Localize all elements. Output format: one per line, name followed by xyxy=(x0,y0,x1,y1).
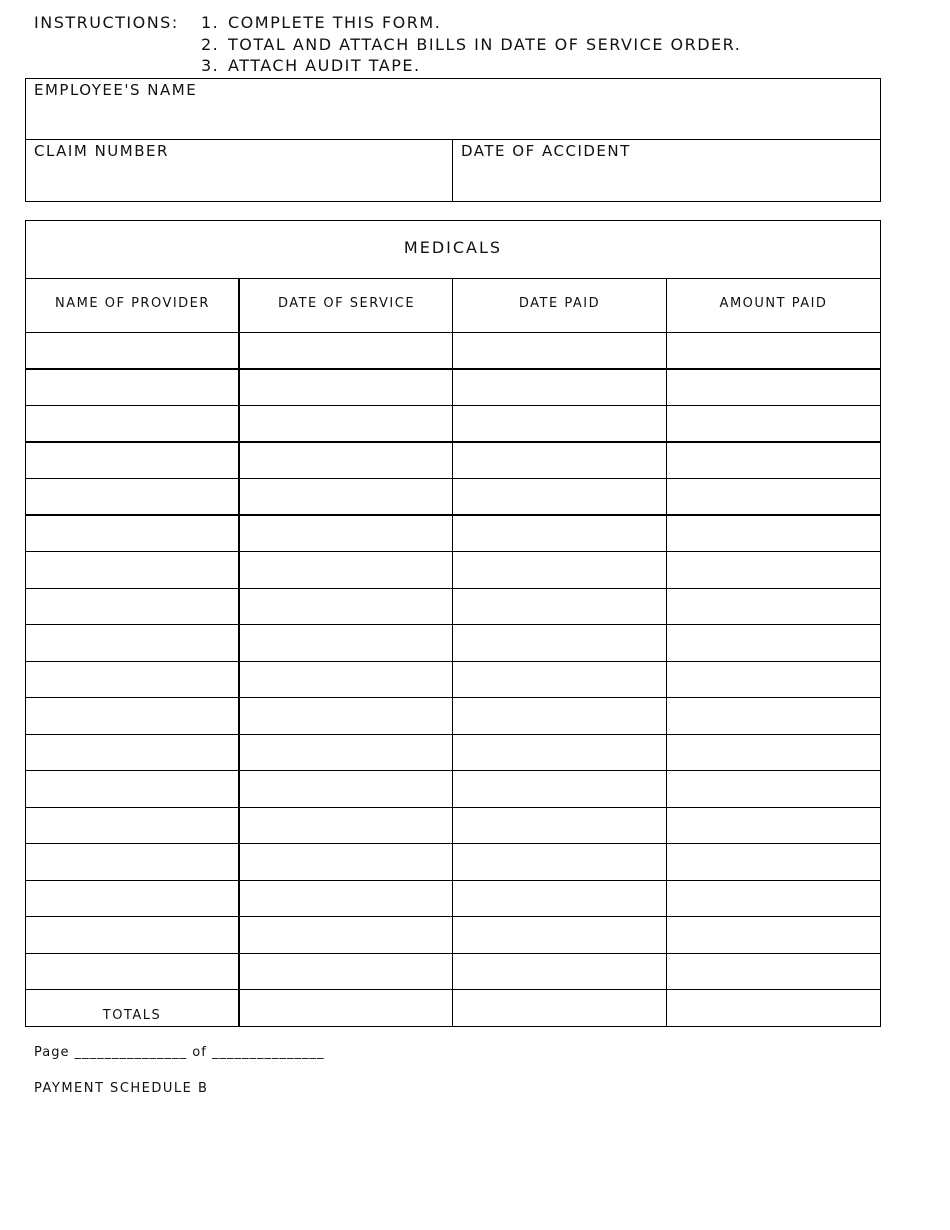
employee-name-label: EMPLOYEE'S NAME xyxy=(34,81,198,99)
instructions-label: INSTRUCTIONS: xyxy=(34,13,179,32)
page-number-field[interactable]: _______________ xyxy=(74,1045,188,1060)
instruction-text: COMPLETE THIS FORM. xyxy=(228,13,442,32)
column-header-date-of-service: DATE OF SERVICE xyxy=(277,296,416,311)
table-row[interactable] xyxy=(26,917,878,953)
page-total-field[interactable]: _______________ xyxy=(211,1045,325,1060)
table-row[interactable] xyxy=(26,954,878,990)
instruction-item-1 xyxy=(201,13,441,32)
table-row[interactable] xyxy=(26,552,878,588)
table-row[interactable] xyxy=(26,625,878,661)
instruction-number: 1. xyxy=(201,13,220,32)
instruction-text: ATTACH AUDIT TAPE. xyxy=(228,56,421,75)
table-row[interactable] xyxy=(26,698,878,734)
column-header-provider: NAME OF PROVIDER xyxy=(55,296,210,311)
column-header-amount-paid: AMOUNT PAID xyxy=(719,296,828,311)
medicals-title: MEDICALS xyxy=(403,238,503,257)
form-name: PAYMENT SCHEDULE B xyxy=(34,1081,209,1096)
totals-label: TOTALS xyxy=(102,1008,162,1023)
table-row[interactable] xyxy=(26,515,878,551)
table-line xyxy=(25,278,881,279)
column-header-date-paid: DATE PAID xyxy=(518,296,601,311)
date-of-accident-label: DATE OF ACCIDENT xyxy=(461,142,631,160)
instruction-number: 3. xyxy=(201,56,220,75)
table-row[interactable] xyxy=(26,333,878,369)
totals-row[interactable] xyxy=(241,990,879,1025)
page-label: Page xyxy=(34,1045,70,1060)
table-row[interactable] xyxy=(26,406,878,442)
page-count-line xyxy=(34,1045,324,1060)
table-row[interactable] xyxy=(26,808,878,844)
table-row[interactable] xyxy=(26,442,878,478)
table-row[interactable] xyxy=(26,662,878,698)
instruction-text: TOTAL AND ATTACH BILLS IN DATE OF SERVICE ORDER. xyxy=(228,35,742,54)
table-row[interactable] xyxy=(26,771,878,807)
table-row[interactable] xyxy=(26,369,878,405)
instruction-item-3 xyxy=(201,56,421,75)
info-divider-vertical xyxy=(452,139,453,201)
table-row[interactable] xyxy=(26,844,878,880)
table-row[interactable] xyxy=(26,479,878,515)
table-row[interactable] xyxy=(26,881,878,917)
table-row[interactable] xyxy=(26,735,878,771)
instruction-number: 2. xyxy=(201,35,220,54)
instruction-item-2 xyxy=(201,35,741,54)
table-row[interactable] xyxy=(26,589,878,625)
of-label: of xyxy=(192,1045,207,1060)
claim-number-label: CLAIM NUMBER xyxy=(34,142,169,160)
